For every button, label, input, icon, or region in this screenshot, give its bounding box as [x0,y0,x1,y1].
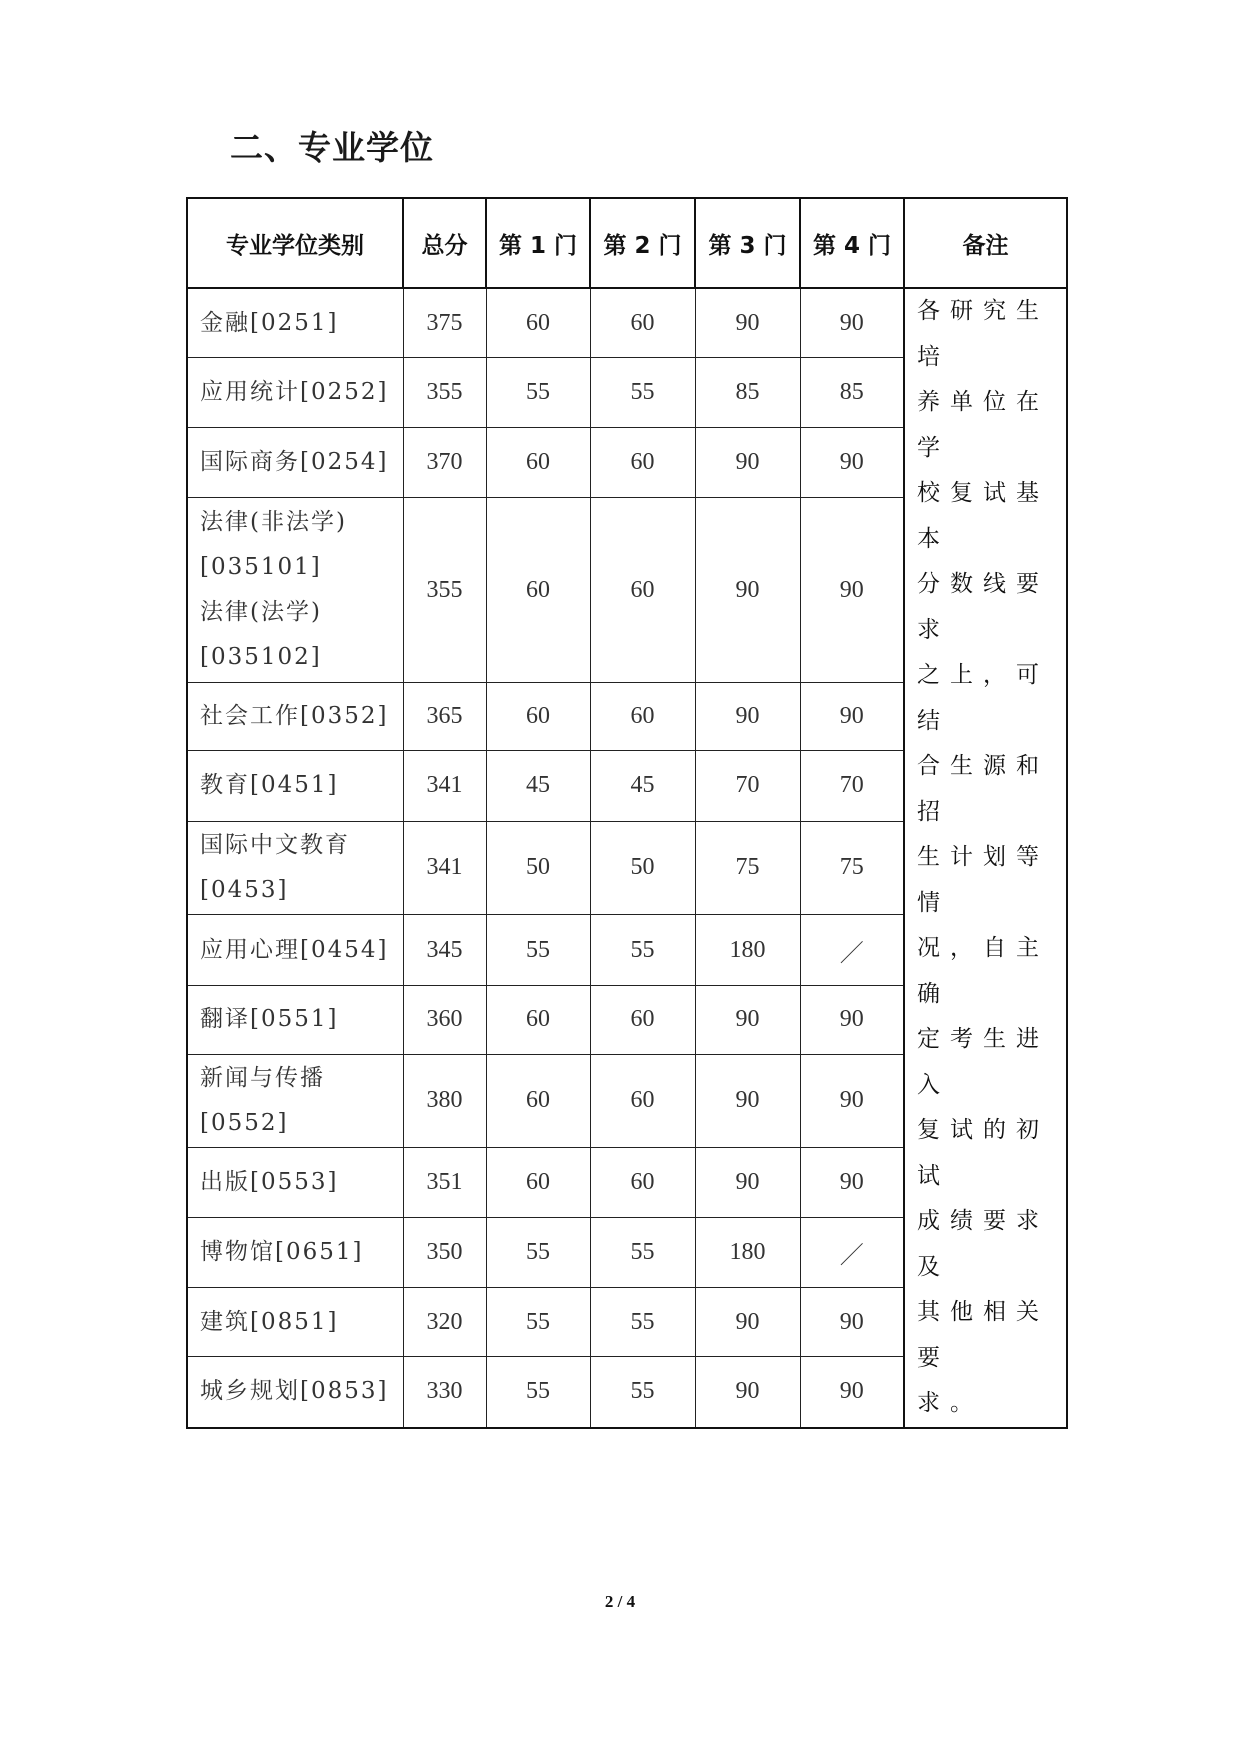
header-remark: 备注 [904,198,1067,288]
category-cell [187,1054,403,1147]
subject-2-score-cell: 60 [590,288,695,358]
remark-line: 其他相关要 [917,1299,1049,1371]
remark-line: 复试的初试 [917,1117,1049,1189]
subject-3-score-cell: 90 [695,497,800,683]
subject-3-score-cell: 180 [695,915,800,986]
subject-1-score-cell: 45 [486,751,590,822]
table-body [187,288,1067,1428]
subject-1-score-cell: 60 [486,985,590,1054]
header-total: 总分 [403,198,486,288]
category-cell [187,985,403,1054]
total-score-cell: 355 [403,358,486,428]
header-subject-1: 第 1 门 [486,198,590,288]
section-title: 二、专业学位 [230,128,434,167]
subject-1-score-cell: 55 [486,358,590,428]
subject-3-score-cell: 90 [695,427,800,497]
subject-2-score-cell: 60 [590,497,695,683]
category-cell [187,288,403,358]
subject-2-score-cell: 60 [590,985,695,1054]
subject-1-score-cell: 60 [486,1147,590,1217]
remark-line: 养单位在学 [917,389,1049,461]
subject-2-score-cell: 55 [590,358,695,428]
remark-line: 分数线要求 [917,571,1049,643]
category-line: 新闻与传播[0552] [200,1064,325,1136]
remark-line: 之上，可结 [917,662,1049,734]
total-score-cell: 380 [403,1054,486,1147]
category-cell [187,751,403,822]
remark-line: 求。 [917,1390,983,1416]
subject-1-score-cell: 60 [486,288,590,358]
category-cell [187,915,403,986]
subject-2-score-cell: 60 [590,427,695,497]
category-cell [187,1147,403,1217]
remark-line: 合生源和招 [917,753,1049,825]
category-cell [187,427,403,497]
remark-line: 生计划等情 [917,844,1049,916]
total-score-cell: 345 [403,915,486,986]
subject-1-score-cell: 60 [486,1054,590,1147]
remark-line: 定考生进入 [917,1026,1049,1098]
subject-1-score-cell: 55 [486,915,590,986]
total-score-cell: 375 [403,288,486,358]
remark-line: 况，自主确 [917,935,1049,1007]
subject-4-score-cell: 70 [800,751,904,822]
subject-4-score-cell: 90 [800,1054,904,1147]
subject-3-score-cell: 90 [695,1288,800,1357]
subject-4-score-cell: 85 [800,358,904,428]
total-score-cell: 370 [403,427,486,497]
subject-3-score-cell: 70 [695,751,800,822]
category-cell [187,358,403,428]
subject-4-score-cell: 75 [800,821,904,914]
header-subject-4: 第 4 门 [800,198,904,288]
category-line: 国际商务[0254] [200,448,389,475]
subject-4-score-cell: 90 [800,288,904,358]
total-score-cell: 355 [403,497,486,683]
category-line: [035102] [200,644,322,671]
subject-2-score-cell: 50 [590,821,695,914]
subject-4-score-cell: 90 [800,497,904,683]
subject-1-score-cell: 60 [486,497,590,683]
subject-1-score-cell: 60 [486,683,590,751]
category-line: 出版[0553] [200,1168,339,1195]
header-subject-3: 第 3 门 [695,198,800,288]
total-score-cell: 341 [403,751,486,822]
category-line: 法律(法学) [200,599,322,626]
subject-4-score-cell: 90 [800,1147,904,1217]
total-score-cell: 360 [403,985,486,1054]
score-table [186,197,1068,1429]
subject-4-score-cell: 90 [800,427,904,497]
subject-3-score-cell: 90 [695,1357,800,1428]
subject-1-score-cell: 55 [486,1357,590,1428]
subject-4-score-cell: 90 [800,683,904,751]
subject-2-score-cell: 55 [590,1288,695,1357]
page-number: 2 / 4 [604,1592,636,1611]
subject-3-score-cell: 75 [695,821,800,914]
category-line: 金融[0251] [200,309,339,336]
category-line: 应用心理[0454] [200,936,389,963]
table-header-row [187,198,1067,288]
subject-4-score-cell: ／ [800,1217,904,1288]
category-cell [187,1357,403,1428]
subject-4-score-cell: ／ [800,915,904,986]
total-score-cell: 350 [403,1217,486,1288]
subject-3-score-cell: 90 [695,1147,800,1217]
category-line: 建筑[0851] [200,1308,339,1335]
subject-3-score-cell: 180 [695,1217,800,1288]
category-line: 应用统计[0252] [200,379,389,406]
category-line: 法律(非法学) [200,509,347,536]
subject-3-score-cell: 85 [695,358,800,428]
total-score-cell: 320 [403,1288,486,1357]
remark-line: 成绩要求及 [917,1208,1049,1280]
table-row [187,288,1067,358]
total-score-cell: 330 [403,1357,486,1428]
subject-2-score-cell: 55 [590,1357,695,1428]
subject-3-score-cell: 90 [695,288,800,358]
category-cell [187,497,403,683]
total-score-cell: 341 [403,821,486,914]
remark-line: 各研究生培 [917,298,1049,370]
subject-1-score-cell: 55 [486,1217,590,1288]
subject-4-score-cell: 90 [800,1288,904,1357]
category-cell [187,683,403,751]
total-score-cell: 365 [403,683,486,751]
subject-1-score-cell: 50 [486,821,590,914]
subject-2-score-cell: 55 [590,915,695,986]
subject-4-score-cell: 90 [800,985,904,1054]
category-line: 博物馆[0651] [200,1239,364,1266]
category-cell [187,821,403,914]
remark-line: 校复试基本 [917,480,1049,552]
category-line: 国际中文教育 [200,831,350,858]
header-category: 专业学位类别 [187,198,403,288]
subject-2-score-cell: 60 [590,1054,695,1147]
subject-1-score-cell: 60 [486,427,590,497]
subject-3-score-cell: 90 [695,985,800,1054]
remark-cell [904,288,1067,1428]
category-line: [035101] [200,554,322,581]
subject-2-score-cell: 60 [590,683,695,751]
category-cell [187,1217,403,1288]
subject-3-score-cell: 90 [695,1054,800,1147]
header-subject-2: 第 2 门 [590,198,695,288]
subject-2-score-cell: 60 [590,1147,695,1217]
subject-4-score-cell: 90 [800,1357,904,1428]
subject-3-score-cell: 90 [695,683,800,751]
category-line: 翻译[0551] [200,1006,339,1033]
subject-2-score-cell: 55 [590,1217,695,1288]
category-cell [187,1288,403,1357]
category-line: 城乡规划[0853] [200,1378,389,1405]
total-score-cell: 351 [403,1147,486,1217]
subject-1-score-cell: 55 [486,1288,590,1357]
category-line: [0453] [200,876,289,903]
subject-2-score-cell: 45 [590,751,695,822]
category-line: 教育[0451] [200,772,339,799]
category-line: 社会工作[0352] [200,703,389,730]
